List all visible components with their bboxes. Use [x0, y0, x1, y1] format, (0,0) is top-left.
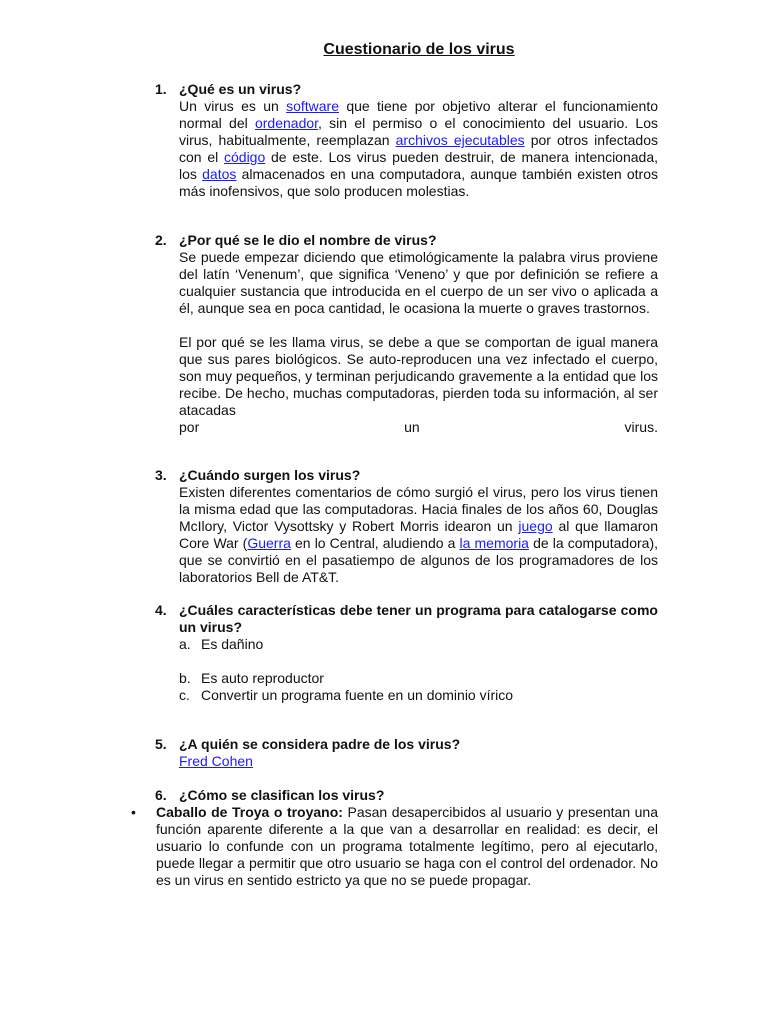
question-number: 2. — [155, 232, 167, 248]
question-1 — [155, 81, 658, 200]
link-ordenador[interactable]: ordenador — [254, 115, 319, 131]
question-5 — [155, 736, 658, 770]
bullet-item-troyano — [131, 804, 658, 889]
question-heading: ¿Cómo se clasifican los virus? — [179, 787, 385, 803]
link-datos[interactable]: datos — [202, 166, 237, 182]
option-text: Es dañino — [201, 636, 264, 652]
option-item — [179, 687, 658, 704]
document-title: Cuestionario de los virus — [323, 41, 515, 58]
link-archivos-ejecutables[interactable]: archivos ejecutables — [395, 132, 525, 148]
link-software[interactable]: software — [286, 98, 340, 114]
question-number: 6. — [155, 787, 167, 803]
option-label: c. — [179, 687, 190, 703]
option-text: Es auto reproductor — [201, 670, 324, 686]
bullet-icon: • — [131, 804, 136, 820]
question-heading: ¿Por qué se le dio el nombre de virus? — [179, 232, 437, 248]
answer-text — [179, 753, 658, 770]
question-number: 4. — [155, 602, 167, 618]
bullet-term: Caballo de Troya o troyano: — [156, 804, 343, 820]
answer-paragraph-2-last-line: por un virus. — [179, 419, 658, 435]
question-heading: ¿Cuándo surgen los virus? — [179, 467, 361, 483]
question-number: 3. — [155, 467, 167, 483]
option-item — [179, 670, 658, 687]
question-number: 5. — [155, 736, 167, 752]
link-codigo[interactable]: código — [224, 149, 266, 165]
option-label: a. — [179, 636, 191, 652]
option-list — [179, 636, 658, 704]
option-text: Convertir un programa fuente en un dominio vírico — [201, 687, 514, 703]
question-heading: ¿Cuáles características debe tener un programa para catalogarse como un virus? — [179, 602, 658, 635]
answer-paragraph-1: Se puede empezar diciendo que etimológicamente la palabra virus proviene del latín ‘Venenum’, que significa ‘Veneno’ y que por definición se refiere a cualquier sustancia que introducida en el cuerpo de un ser vivo o aplicada a él, aunque sea en poca cantidad, le ocasiona la muerte o graves trastornos. — [179, 249, 658, 316]
link-juego[interactable]: juego — [518, 518, 553, 534]
link-la-memoria[interactable]: la memoria — [459, 535, 529, 551]
answer-text: Existen diferentes comentarios de cómo surgió el virus, pero los virus tienen la misma edad que las computadoras. Hacia finales de los años 60, Douglas McIlory, Victor Vysottsky y Robert Morris idearon un juego al que llamaron Core War (Guerra en lo Central, aludiendo a la memoria de la computadora), que se convirtió en el pasatiempo de algunos de los programadores de los laboratorios Bell de AT&T. — [179, 484, 658, 585]
question-heading: ¿Qué es un virus? — [179, 81, 302, 97]
link-fred-cohen[interactable]: Fred Cohen — [179, 753, 253, 769]
question-4 — [155, 602, 658, 704]
answer-paragraph-2: El por qué se les llama virus, se debe a que se comportan de igual manera que sus pares biológicos. Se auto-reproducen una vez infectado el cuerpo, son muy pequeños, y terminan perjudicando gravemente a la entidad que los recibe. De hecho, muchas computadoras, pierden toda su información, al ser atacadas — [179, 334, 658, 418]
bullet-text: Caballo de Troya o troyano: Pasan desapercibidos al usuario y presentan una función aparente diferente a la que van a desarrollar en realidad: es decir, el usuario lo confunde con un programa totalmente legítimo, pero al ejecutarlo, puede llegar a permitir que otro usuario se haga con el control del ordenador. No es un virus en sentido estricto ya que no se puede propagar. — [156, 804, 658, 888]
question-6 — [155, 787, 658, 804]
option-label: b. — [179, 670, 191, 686]
option-item — [179, 636, 658, 653]
link-guerra[interactable]: Guerra — [247, 535, 291, 551]
answer-text: Un virus es un software que tiene por objetivo alterar el funcionamiento normal del ordenador, sin el permiso o el conocimiento del usuario. Los virus, habitualmente, reemplazan archivos ejecutables por otros infectados con el código de este. Los virus pueden destruir, de manera intencionada, los datos almacenados en una computadora, aunque también existen otros más inofensivos, que solo producen molestias. — [179, 98, 658, 199]
question-2 — [155, 232, 658, 436]
question-number: 1. — [155, 81, 167, 97]
question-heading: ¿A quién se considera padre de los virus? — [179, 736, 461, 752]
question-3 — [155, 467, 658, 586]
